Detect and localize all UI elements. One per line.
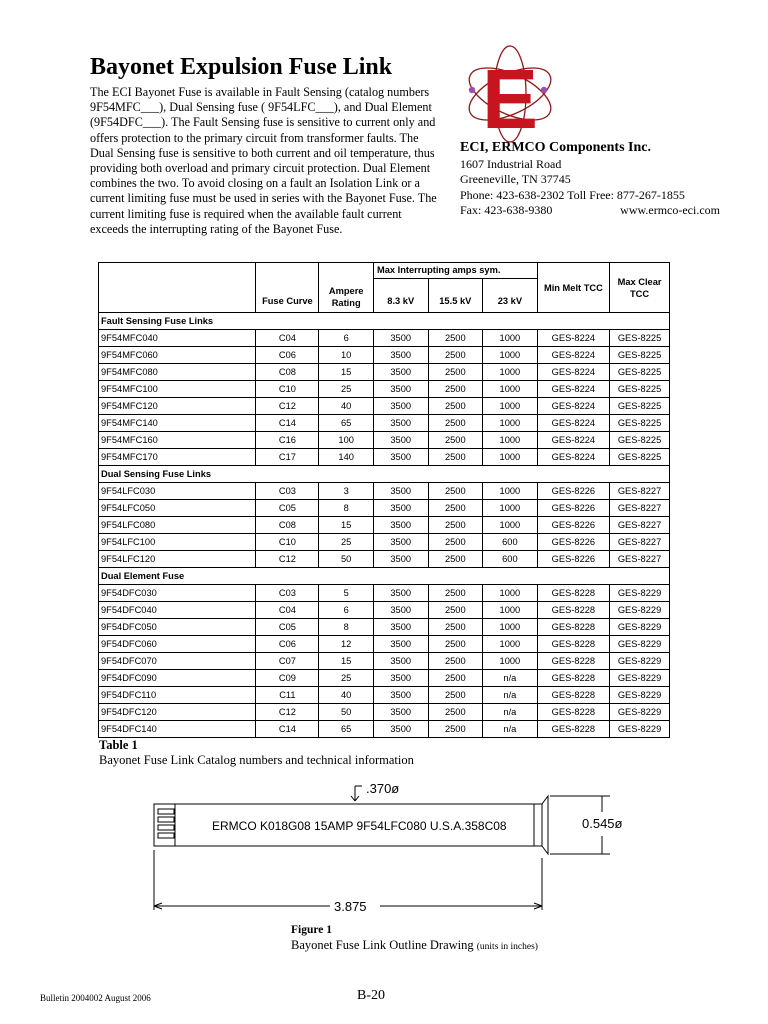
ampere-rating-cell: 15 (319, 364, 374, 381)
fuse-curve-cell: C06 (256, 636, 319, 653)
company-website: www.ermco-eci.com (620, 203, 720, 217)
min-melt-cell: GES-8224 (537, 415, 609, 432)
kv-15-5-cell: 2500 (428, 721, 483, 738)
page-title: Bayonet Expulsion Fuse Link (90, 54, 393, 80)
fuse-collar (534, 804, 542, 846)
min-melt-cell: GES-8226 (537, 517, 609, 534)
fuse-marking-text: ERMCO K018G08 15AMP 9F54LFC080 U.S.A.358C08 (212, 819, 507, 833)
kv-8-3-header: 8.3 kV (373, 279, 428, 313)
ampere-rating-cell: 15 (319, 653, 374, 670)
catalog-number-cell: 9F54MFC080 (99, 364, 256, 381)
min-melt-cell: GES-8224 (537, 330, 609, 347)
table-caption (99, 738, 414, 768)
table-row (99, 704, 670, 721)
min-melt-header: Min Melt TCC (537, 263, 609, 313)
kv-15-5-cell: 2500 (428, 551, 483, 568)
kv-23-cell: n/a (483, 721, 538, 738)
fuse-link-table (98, 262, 670, 738)
kv-8-3-cell: 3500 (373, 721, 428, 738)
fuse-curve-cell: C12 (256, 398, 319, 415)
min-melt-cell: GES-8228 (537, 619, 609, 636)
min-melt-cell: GES-8224 (537, 432, 609, 449)
catalog-number-cell: 9F54DFC040 (99, 602, 256, 619)
max-clear-cell: GES-8225 (610, 432, 670, 449)
fuse-curve-cell: C03 (256, 585, 319, 602)
fuse-curve-cell: C11 (256, 687, 319, 704)
kv-8-3-cell: 3500 (373, 517, 428, 534)
kv-15-5-cell: 2500 (428, 432, 483, 449)
kv-23-cell: 1000 (483, 415, 538, 432)
company-phone: Phone: 423-638-2302 Toll Free: 877-267-1855 (460, 187, 685, 202)
page-number: B-20 (357, 988, 385, 1003)
ampere-rating-cell: 50 (319, 704, 374, 721)
fuse-curve-cell: C14 (256, 721, 319, 738)
catalog-number-cell: 9F54LFC100 (99, 534, 256, 551)
table-row (99, 602, 670, 619)
fuse-curve-cell: C03 (256, 483, 319, 500)
table-row (99, 619, 670, 636)
ampere-rating-cell: 12 (319, 636, 374, 653)
max-clear-cell: GES-8229 (610, 653, 670, 670)
max-clear-cell: GES-8227 (610, 551, 670, 568)
max-clear-cell: GES-8225 (610, 398, 670, 415)
grip-slot-3 (158, 825, 174, 830)
ampere-rating-cell: 6 (319, 602, 374, 619)
max-clear-cell: GES-8225 (610, 347, 670, 364)
kv-23-cell: 1000 (483, 636, 538, 653)
kv-15-5-cell: 2500 (428, 483, 483, 500)
kv-23-cell: 1000 (483, 398, 538, 415)
ampere-rating-cell: 140 (319, 449, 374, 466)
intro-paragraph: The ECI Bayonet Fuse is available in Fault Sensing (catalog numbers 9F54MFC___), Dual Sensing fuse ( 9F54LFC___), and Dual Element (9F54DFC___). The Fault Sensing fuse is sensitive to current only and offers protection to the primary circuit from transformer faults. The Dual Sensing fuse is sensitive to both current and oil temperature, thus providing both overload and primary circuit protection. Dual Element combines the two. To avoid closing on a fault an Isolation Link or a current limiting fuse must be used in series with the Bayonet Fuse. The current limiting fuse is required when the available fault current exceeds the interrupting rating of the Bayonet Fuse. (90, 85, 437, 236)
table-row (99, 670, 670, 687)
max-clear-cell: GES-8229 (610, 721, 670, 738)
catalog-number-cell: 9F54MFC160 (99, 432, 256, 449)
catalog-number-cell: 9F54DFC120 (99, 704, 256, 721)
kv-23-cell: n/a (483, 687, 538, 704)
fuse-curve-cell: C05 (256, 500, 319, 517)
table-row (99, 534, 670, 551)
catalog-number-cell: 9F54DFC050 (99, 619, 256, 636)
ampere-rating-cell: 25 (319, 670, 374, 687)
kv-23-cell: 1000 (483, 517, 538, 534)
catalog-number-cell: 9F54DFC070 (99, 653, 256, 670)
section-header-row (99, 313, 670, 330)
kv-8-3-cell: 3500 (373, 653, 428, 670)
catalog-number-cell: 9F54MFC140 (99, 415, 256, 432)
company-address-line2: Greeneville, TN 37745 (460, 172, 571, 186)
kv-23-cell: n/a (483, 704, 538, 721)
table-row (99, 381, 670, 398)
section-header-row (99, 568, 670, 585)
kv-23-cell: 1000 (483, 500, 538, 517)
catalog-number-cell: 9F54LFC050 (99, 500, 256, 517)
min-melt-cell: GES-8224 (537, 381, 609, 398)
kv-8-3-cell: 3500 (373, 449, 428, 466)
section-title: Dual Sensing Fuse Links (99, 466, 670, 483)
catalog-number-cell: 9F54DFC090 (99, 670, 256, 687)
section-header-row (99, 466, 670, 483)
dim-width-label: .370ø (366, 781, 400, 796)
ampere-rating-cell: 3 (319, 483, 374, 500)
table-row (99, 653, 670, 670)
kv-15-5-cell: 2500 (428, 415, 483, 432)
ampere-rating-cell: 8 (319, 500, 374, 517)
min-melt-cell: GES-8226 (537, 500, 609, 517)
grip-slot-1 (158, 809, 174, 814)
kv-15-5-cell: 2500 (428, 653, 483, 670)
table-row (99, 398, 670, 415)
kv-8-3-cell: 3500 (373, 602, 428, 619)
kv-15-5-cell: 2500 (428, 670, 483, 687)
fuse-curve-cell: C05 (256, 619, 319, 636)
kv-23-cell: 1000 (483, 449, 538, 466)
kv-15-5-cell: 2500 (428, 347, 483, 364)
ampere-rating-cell: 6 (319, 330, 374, 347)
ampere-rating-cell: 25 (319, 534, 374, 551)
ampere-rating-cell: 15 (319, 517, 374, 534)
kv-23-cell: 1000 (483, 483, 538, 500)
kv-23-cell: 1000 (483, 381, 538, 398)
catalog-number-cell: 9F54MFC170 (99, 449, 256, 466)
fuse-curve-cell: C08 (256, 364, 319, 381)
max-clear-cell: GES-8229 (610, 636, 670, 653)
table-row (99, 551, 670, 568)
max-clear-cell: GES-8229 (610, 704, 670, 721)
kv-8-3-cell: 3500 (373, 551, 428, 568)
fuse-curve-cell: C16 (256, 432, 319, 449)
kv-8-3-cell: 3500 (373, 381, 428, 398)
kv-23-cell: 1000 (483, 585, 538, 602)
kv-15-5-header: 15.5 kV (428, 279, 483, 313)
table-row (99, 585, 670, 602)
table-caption-text: Bayonet Fuse Link Catalog numbers and technical information (99, 753, 414, 767)
fuse-curve-cell: C08 (256, 517, 319, 534)
catalog-number-header (99, 263, 256, 313)
min-melt-cell: GES-8224 (537, 449, 609, 466)
table-row (99, 483, 670, 500)
table-row (99, 517, 670, 534)
bulletin-footer: Bulletin 2004002 August 2006 (40, 993, 151, 1003)
logo-letter: E (481, 52, 539, 146)
fuse-curve-cell: C09 (256, 670, 319, 687)
kv-8-3-cell: 3500 (373, 500, 428, 517)
max-clear-cell: GES-8229 (610, 687, 670, 704)
max-clear-cell: GES-8225 (610, 381, 670, 398)
kv-15-5-cell: 2500 (428, 636, 483, 653)
kv-23-cell: 600 (483, 551, 538, 568)
fuse-curve-cell: C17 (256, 449, 319, 466)
catalog-number-cell: 9F54MFC040 (99, 330, 256, 347)
table-row (99, 721, 670, 738)
max-clear-cell: GES-8227 (610, 500, 670, 517)
catalog-number-cell: 9F54DFC060 (99, 636, 256, 653)
kv-15-5-cell: 2500 (428, 704, 483, 721)
ampere-rating-cell: 65 (319, 415, 374, 432)
kv-8-3-cell: 3500 (373, 670, 428, 687)
catalog-number-cell: 9F54MFC120 (99, 398, 256, 415)
kv-8-3-cell: 3500 (373, 483, 428, 500)
max-clear-cell: GES-8227 (610, 483, 670, 500)
table-row (99, 500, 670, 517)
grip-slot-4 (158, 833, 174, 838)
max-clear-cell: GES-8225 (610, 330, 670, 347)
kv-15-5-cell: 2500 (428, 398, 483, 415)
min-melt-cell: GES-8224 (537, 364, 609, 381)
ampere-rating-cell: 100 (319, 432, 374, 449)
company-fax: Fax: 423-638-9380 (460, 203, 553, 217)
kv-8-3-cell: 3500 (373, 704, 428, 721)
grip-slot-2 (158, 817, 174, 822)
kv-15-5-cell: 2500 (428, 330, 483, 347)
kv-8-3-cell: 3500 (373, 687, 428, 704)
ampere-rating-cell: 10 (319, 347, 374, 364)
table-row (99, 330, 670, 347)
logo-dot-right (541, 87, 547, 93)
catalog-number-cell: 9F54DFC030 (99, 585, 256, 602)
dim-width-arrow-left (351, 796, 355, 801)
table-body (99, 313, 670, 738)
min-melt-cell: GES-8226 (537, 483, 609, 500)
ampere-rating-cell: 65 (319, 721, 374, 738)
company-name: ECI, ERMCO Components Inc. (460, 140, 651, 155)
company-info (460, 140, 720, 219)
kv-23-cell: 1000 (483, 347, 538, 364)
fuse-curve-cell: C04 (256, 602, 319, 619)
min-melt-cell: GES-8228 (537, 687, 609, 704)
kv-8-3-cell: 3500 (373, 347, 428, 364)
fuse-curve-cell: C12 (256, 551, 319, 568)
kv-23-cell: 1000 (483, 602, 538, 619)
kv-15-5-cell: 2500 (428, 449, 483, 466)
table-caption-label: Table 1 (99, 738, 138, 752)
catalog-number-cell: 9F54DFC110 (99, 687, 256, 704)
dim-length-label: 3.875 (334, 899, 367, 914)
min-melt-cell: GES-8228 (537, 704, 609, 721)
max-clear-cell: GES-8229 (610, 670, 670, 687)
max-interrupting-header: Max Interrupting amps sym. (373, 263, 537, 279)
max-clear-cell: GES-8225 (610, 415, 670, 432)
ampere-rating-cell: 40 (319, 687, 374, 704)
figure-caption-label: Figure 1 (291, 924, 332, 936)
kv-8-3-cell: 3500 (373, 398, 428, 415)
section-title: Dual Element Fuse (99, 568, 670, 585)
eci-logo (462, 42, 558, 154)
kv-15-5-cell: 2500 (428, 687, 483, 704)
kv-8-3-cell: 3500 (373, 534, 428, 551)
max-clear-cell: GES-8225 (610, 449, 670, 466)
ampere-rating-cell: 40 (319, 398, 374, 415)
min-melt-cell: GES-8226 (537, 534, 609, 551)
kv-15-5-cell: 2500 (428, 500, 483, 517)
fuse-curve-header: Fuse Curve (256, 263, 319, 313)
table-row (99, 347, 670, 364)
kv-23-cell: 1000 (483, 432, 538, 449)
figure-caption-text: Bayonet Fuse Link Outline Drawing (291, 938, 477, 952)
min-melt-cell: GES-8224 (537, 347, 609, 364)
table-row (99, 364, 670, 381)
kv-8-3-cell: 3500 (373, 364, 428, 381)
kv-15-5-cell: 2500 (428, 364, 483, 381)
min-melt-cell: GES-8228 (537, 636, 609, 653)
catalog-number-cell: 9F54MFC100 (99, 381, 256, 398)
kv-8-3-cell: 3500 (373, 585, 428, 602)
min-melt-cell: GES-8228 (537, 585, 609, 602)
kv-23-cell: 600 (483, 534, 538, 551)
fuse-curve-cell: C06 (256, 347, 319, 364)
fuse-curve-cell: C12 (256, 704, 319, 721)
max-clear-cell: GES-8225 (610, 364, 670, 381)
kv-15-5-cell: 2500 (428, 381, 483, 398)
max-clear-cell: GES-8229 (610, 585, 670, 602)
min-melt-cell: GES-8224 (537, 398, 609, 415)
min-melt-cell: GES-8228 (537, 670, 609, 687)
kv-15-5-cell: 2500 (428, 585, 483, 602)
max-clear-cell: GES-8229 (610, 619, 670, 636)
table-row (99, 687, 670, 704)
max-clear-cell: GES-8227 (610, 534, 670, 551)
min-melt-cell: GES-8228 (537, 602, 609, 619)
max-clear-cell: GES-8229 (610, 602, 670, 619)
kv-23-header: 23 kV (483, 279, 538, 313)
logo-dot-left (469, 87, 475, 93)
ampere-rating-cell: 50 (319, 551, 374, 568)
kv-8-3-cell: 3500 (373, 619, 428, 636)
dim-width-arrow-right (355, 796, 359, 801)
catalog-number-cell: 9F54LFC080 (99, 517, 256, 534)
kv-23-cell: 1000 (483, 330, 538, 347)
min-melt-cell: GES-8228 (537, 721, 609, 738)
table-row (99, 636, 670, 653)
section-title: Fault Sensing Fuse Links (99, 313, 670, 330)
ampere-rating-header: Ampere Rating (319, 263, 374, 313)
dim-diameter-label: 0.545ø (582, 816, 623, 831)
table-row (99, 432, 670, 449)
table-row (99, 415, 670, 432)
figure-caption-units: (units in inches) (476, 942, 538, 952)
ampere-rating-cell: 5 (319, 585, 374, 602)
catalog-number-cell: 9F54DFC140 (99, 721, 256, 738)
kv-15-5-cell: 2500 (428, 534, 483, 551)
company-address-line1: 1607 Industrial Road (460, 156, 562, 171)
ampere-rating-cell: 8 (319, 619, 374, 636)
kv-23-cell: 1000 (483, 364, 538, 381)
kv-23-cell: 1000 (483, 619, 538, 636)
fuse-outline-drawing (150, 776, 710, 916)
fuse-flare (542, 796, 548, 854)
catalog-number-cell: 9F54LFC120 (99, 551, 256, 568)
max-clear-cell: GES-8227 (610, 517, 670, 534)
kv-15-5-cell: 2500 (428, 517, 483, 534)
fuse-curve-cell: C10 (256, 381, 319, 398)
kv-23-cell: n/a (483, 670, 538, 687)
kv-23-cell: 1000 (483, 653, 538, 670)
catalog-number-cell: 9F54LFC030 (99, 483, 256, 500)
fuse-curve-cell: C14 (256, 415, 319, 432)
max-clear-header: Max Clear TCC (610, 263, 670, 313)
fuse-curve-cell: C07 (256, 653, 319, 670)
fuse-curve-cell: C04 (256, 330, 319, 347)
min-melt-cell: GES-8226 (537, 551, 609, 568)
figure-caption (291, 923, 538, 955)
ampere-rating-cell: 25 (319, 381, 374, 398)
kv-15-5-cell: 2500 (428, 619, 483, 636)
kv-15-5-cell: 2500 (428, 602, 483, 619)
catalog-number-cell: 9F54MFC060 (99, 347, 256, 364)
min-melt-cell: GES-8228 (537, 653, 609, 670)
kv-8-3-cell: 3500 (373, 432, 428, 449)
kv-8-3-cell: 3500 (373, 330, 428, 347)
fuse-curve-cell: C10 (256, 534, 319, 551)
kv-8-3-cell: 3500 (373, 415, 428, 432)
table-row (99, 449, 670, 466)
kv-8-3-cell: 3500 (373, 636, 428, 653)
